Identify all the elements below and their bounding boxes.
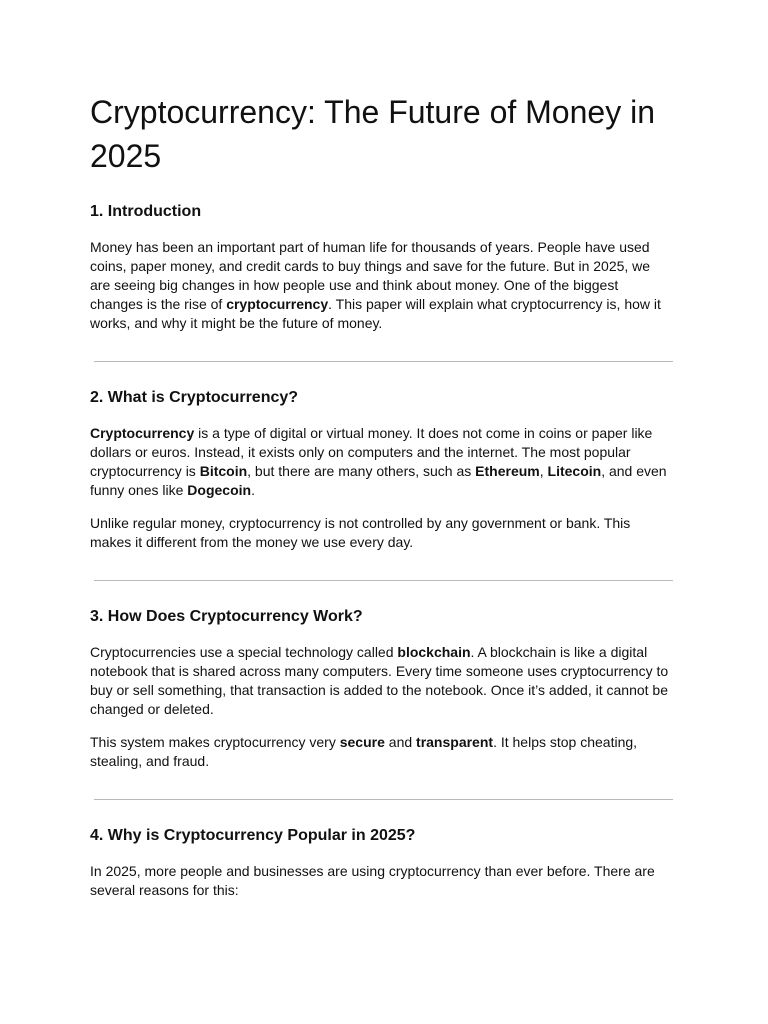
section-why-popular <box>90 826 674 900</box>
text-run: Unlike regular money, cryptocurrency is not controlled by any government or bank. This makes it different from the money we use every day. <box>90 515 631 550</box>
bold-term: Ethereum <box>475 463 540 479</box>
section-divider <box>94 799 673 800</box>
text-run: and <box>384 734 417 750</box>
text-run: , but there are many others, such as <box>247 463 476 479</box>
bold-term: Litecoin <box>547 463 602 479</box>
text-run: In 2025, more people and businesses are using cryptocurrency than ever before. There are several reasons for this: <box>90 863 655 898</box>
section-what-is-cryptocurrency <box>90 388 674 552</box>
bold-term: Cryptocurrency <box>90 425 195 441</box>
section-heading: 2. What is Cryptocurrency? <box>90 389 299 406</box>
bold-term: secure <box>339 734 385 750</box>
text-run: is a type of digital or virtual money. It does not come in coins or paper like dollars or euros. Instead, it exists only on computers and the internet. The most popular cryptocurrency is <box>90 425 653 479</box>
paragraph <box>90 424 674 500</box>
bold-term: Dogecoin <box>187 482 252 498</box>
paragraph <box>90 514 674 552</box>
section-heading: 1. Introduction <box>90 203 202 220</box>
document-title: Cryptocurrency: The Future of Money in 2025 <box>90 94 655 174</box>
section-how-it-works <box>90 607 674 771</box>
paragraph <box>90 643 674 719</box>
text-run: . It helps stop cheating, stealing, and fraud. <box>90 734 638 769</box>
bold-term: blockchain <box>397 644 471 660</box>
bold-term: Bitcoin <box>199 463 248 479</box>
text-run: . A blockchain is like a digital notebook that is shared across many computers. Every time someone uses cryptocurrency to buy or sell something, that transaction is added to the notebook. Once it’s added, it cannot be changed or deleted. <box>90 644 669 717</box>
text-run: , and even funny ones like <box>90 463 667 498</box>
section-divider <box>94 361 673 362</box>
section-heading: 3. How Does Cryptocurrency Work? <box>90 608 363 625</box>
section-heading: 4. Why is Cryptocurrency Popular in 2025? <box>90 827 416 844</box>
text-run: Cryptocurrencies use a special technology called <box>90 644 398 660</box>
section-introduction <box>90 202 674 333</box>
paragraph <box>90 862 674 900</box>
section-divider <box>94 580 673 581</box>
paragraph <box>90 733 674 771</box>
text-run: Money has been an important part of human life for thousands of years. People have used coins, paper money, and credit cards to buy things and save for the future. But in 2025, we are seeing big changes in how people use and think about money. One of the biggest changes is the rise of <box>90 239 651 312</box>
text-run: . This paper will explain what cryptocurrency is, how it works, and why it might be the future of money. <box>90 296 661 331</box>
text-run: , <box>539 463 548 479</box>
text-run: . <box>251 482 255 498</box>
text-run: This system makes cryptocurrency very <box>90 734 340 750</box>
paragraph <box>90 238 674 333</box>
bold-term: transparent <box>416 734 494 750</box>
bold-term: cryptocurrency <box>226 296 329 312</box>
